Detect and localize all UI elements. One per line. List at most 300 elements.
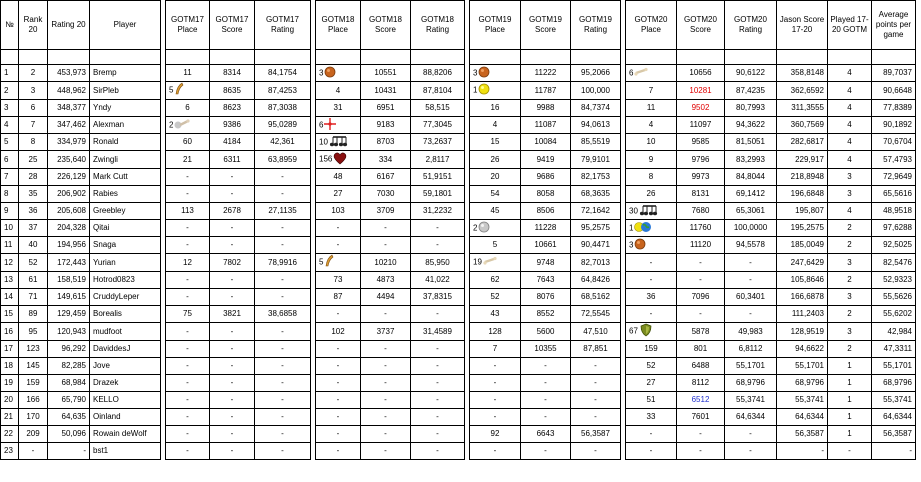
gotm18-score: -	[361, 358, 411, 375]
gotm20-score: 9585	[677, 134, 725, 151]
gotm17-score: -	[210, 323, 255, 341]
gotm18-place	[316, 117, 361, 134]
player-name: SirPleb	[90, 82, 161, 100]
empty-cell	[626, 50, 677, 65]
average-points: 55,5626	[872, 289, 916, 306]
played-count: 4	[828, 117, 872, 134]
row-number: 6	[1, 151, 19, 169]
gotm17-score: -	[210, 289, 255, 306]
gotm20-score: -	[677, 254, 725, 272]
gotm17-rating: -	[255, 426, 311, 443]
jason-score: 282,6817	[777, 134, 828, 151]
gotm19-place: 15	[470, 134, 521, 151]
gotm17-rating: 84,1754	[255, 65, 311, 82]
gotm18-place: -	[316, 409, 361, 426]
table-row	[1, 169, 916, 186]
gotm18-place: -	[316, 237, 361, 254]
table-row	[1, 117, 916, 134]
place-number: 6	[319, 120, 324, 129]
rank-cell: 209	[19, 426, 48, 443]
gotm17-rating: 87,4253	[255, 82, 311, 100]
rating-cell: 65,790	[48, 392, 90, 409]
gotm18-score: -	[361, 443, 411, 460]
row-number: 5	[1, 134, 19, 151]
gotm20-place: -	[626, 426, 677, 443]
gotm17-place: -	[166, 375, 210, 392]
player-name: Bremp	[90, 65, 161, 82]
gotm20-rating: 94,5578	[725, 237, 777, 254]
gotm20-place: 51	[626, 392, 677, 409]
rank-cell: 40	[19, 237, 48, 254]
player-name: CruddyLeper	[90, 289, 161, 306]
table-row	[1, 323, 916, 341]
gotm17-place: -	[166, 169, 210, 186]
gotm18-place: -	[316, 220, 361, 237]
gotm17-rating: 95,0289	[255, 117, 311, 134]
player-name: Ronald	[90, 134, 161, 151]
gotm20-score: 7096	[677, 289, 725, 306]
gotm19-place: -	[470, 375, 521, 392]
gotm19-score: -	[521, 375, 571, 392]
gotm19-rating: -	[571, 443, 621, 460]
gotm20-rating: 55,1701	[725, 358, 777, 375]
gotm20-rating: -	[725, 426, 777, 443]
gotm20-rating: 49,983	[725, 323, 777, 341]
gotm17-place	[166, 117, 210, 134]
place-number: 5	[319, 257, 324, 267]
gotm19-place: 16	[470, 100, 521, 117]
row-number: 4	[1, 117, 19, 134]
average-points: 57,4793	[872, 151, 916, 169]
rating-cell: 50,096	[48, 426, 90, 443]
rank-cell: 52	[19, 254, 48, 272]
row-number: 9	[1, 203, 19, 220]
spacer-row	[1, 50, 916, 65]
row-number: 22	[1, 426, 19, 443]
jason-score: 247,6429	[777, 254, 828, 272]
gotm18-score: 334	[361, 151, 411, 169]
table-row	[1, 306, 916, 323]
gotm19-score: 11087	[521, 117, 571, 134]
jason-score: 196,6848	[777, 186, 828, 203]
gotm18-score: -	[361, 306, 411, 323]
played-count: 4	[828, 203, 872, 220]
gotm17-rating: -	[255, 186, 311, 203]
gotm19-rating: 95,2066	[571, 65, 621, 82]
gotm17-place: -	[166, 220, 210, 237]
gotm18-rating: 41,022	[411, 272, 465, 289]
gotm20-score: 6512	[677, 392, 725, 409]
empty-cell	[48, 50, 90, 65]
gotm17-score: 8635	[210, 82, 255, 100]
gotm17-score: 7802	[210, 254, 255, 272]
rating-cell: 129,459	[48, 306, 90, 323]
table-row	[1, 203, 916, 220]
gotm17-place: 75	[166, 306, 210, 323]
gotm19-place: 45	[470, 203, 521, 220]
gold-globe-icon	[634, 221, 652, 236]
row-number: 18	[1, 358, 19, 375]
place-number: 3	[473, 68, 478, 77]
gotm17-place: -	[166, 409, 210, 426]
gotm20-rating: 83,2993	[725, 151, 777, 169]
played-count: 3	[828, 186, 872, 203]
rank-cell: 37	[19, 220, 48, 237]
jason-score: 360,7569	[777, 117, 828, 134]
gotm17-rating: -	[255, 272, 311, 289]
gotm20-place: 8	[626, 169, 677, 186]
row-number: 11	[1, 237, 19, 254]
rating-cell: 158,519	[48, 272, 90, 289]
silver-bone-icon	[174, 118, 190, 133]
header-gotm19-place: GOTM19 Place	[470, 1, 521, 50]
jason-score: 166,6878	[777, 289, 828, 306]
gotm19-place: 26	[470, 151, 521, 169]
gotm18-place	[316, 254, 361, 272]
played-count: -	[828, 443, 872, 460]
jason-score: 68,9796	[777, 375, 828, 392]
table-row	[1, 392, 916, 409]
gotm20-score: 8131	[677, 186, 725, 203]
average-points: 92,5025	[872, 237, 916, 254]
rank-cell: 166	[19, 392, 48, 409]
empty-cell	[521, 50, 571, 65]
gotm18-place: 4	[316, 82, 361, 100]
gotm18-place: 102	[316, 323, 361, 341]
gotm20-place: 11	[626, 100, 677, 117]
gotm20-score: -	[677, 306, 725, 323]
gotm19-score: 11222	[521, 65, 571, 82]
gotm20-rating: 87,4235	[725, 82, 777, 100]
rank-cell: 61	[19, 272, 48, 289]
gotm19-rating: 47,510	[571, 323, 621, 341]
gotm18-place	[316, 151, 361, 169]
header-jason-score: Jason Score 17-20	[777, 1, 828, 50]
empty-cell	[1, 50, 19, 65]
gotm17-place: -	[166, 272, 210, 289]
bronze-ball-icon	[324, 66, 336, 81]
heart-icon	[333, 151, 347, 168]
jason-score: 195,2575	[777, 220, 828, 237]
gotm19-place: -	[470, 358, 521, 375]
gotm17-place: 60	[166, 134, 210, 151]
gotm20-rating: -	[725, 254, 777, 272]
gotm17-rating: -	[255, 375, 311, 392]
gotm18-rating: -	[411, 392, 465, 409]
gotm20-rating: 65,3061	[725, 203, 777, 220]
gotm17-score: -	[210, 358, 255, 375]
header-gotm17-score: GOTM17 Score	[210, 1, 255, 50]
gotm18-place: 48	[316, 169, 361, 186]
gotm20-score: 8112	[677, 375, 725, 392]
gotm17-rating: 78,9916	[255, 254, 311, 272]
gotm19-place: 20	[470, 169, 521, 186]
table-row	[1, 254, 916, 272]
gotm19-score: -	[521, 443, 571, 460]
gotm20-place: 33	[626, 409, 677, 426]
place-number: 2	[473, 223, 478, 232]
played-count: 2	[828, 341, 872, 358]
jason-score: 229,917	[777, 151, 828, 169]
empty-cell	[677, 50, 725, 65]
jason-score: 64,6344	[777, 409, 828, 426]
player-name: bst1	[90, 443, 161, 460]
gotm18-rating: 87,8104	[411, 82, 465, 100]
average-points: 55,3741	[872, 392, 916, 409]
gotm18-place: -	[316, 392, 361, 409]
silver-ball-icon	[478, 221, 490, 236]
gotm19-place	[470, 254, 521, 272]
place-number: 6	[629, 68, 634, 77]
rating-cell: 194,956	[48, 237, 90, 254]
horn-icon	[324, 254, 334, 271]
gotm18-score: -	[361, 426, 411, 443]
jason-score: 94,6622	[777, 341, 828, 358]
place-number: 3	[319, 68, 324, 77]
gotm19-place: 4	[470, 117, 521, 134]
gotm20-rating: 81,5051	[725, 134, 777, 151]
rating-cell: 149,615	[48, 289, 90, 306]
gotm17-score: -	[210, 375, 255, 392]
gotm20-score: 11120	[677, 237, 725, 254]
played-count: 1	[828, 358, 872, 375]
empty-cell	[90, 50, 161, 65]
place-number: 19	[473, 257, 482, 267]
gotm18-score: 8703	[361, 134, 411, 151]
gotm19-rating: 72,1642	[571, 203, 621, 220]
average-points: 70,6704	[872, 134, 916, 151]
gotm17-score: -	[210, 220, 255, 237]
gotm18-place: -	[316, 358, 361, 375]
rating-cell: 448,962	[48, 82, 90, 100]
gotm20-score: 10281	[677, 82, 725, 100]
rating-cell: 172,443	[48, 254, 90, 272]
rating-cell: 64,635	[48, 409, 90, 426]
rating-cell: 120,943	[48, 323, 90, 341]
gotm19-rating: 64,8426	[571, 272, 621, 289]
gotm18-score: -	[361, 237, 411, 254]
place-number: 156	[319, 154, 333, 164]
header-played: Played 17-20 GOTM	[828, 1, 872, 50]
gotm17-rating: 63,8959	[255, 151, 311, 169]
empty-cell	[255, 50, 311, 65]
empty-cell	[166, 50, 210, 65]
crosshair-icon	[324, 118, 336, 133]
gotm19-rating: 82,7013	[571, 254, 621, 272]
gotm19-score: 5600	[521, 323, 571, 341]
gotm17-rating: -	[255, 358, 311, 375]
table-row	[1, 220, 916, 237]
empty-cell	[828, 50, 872, 65]
rank-cell: 170	[19, 409, 48, 426]
gotm19-rating: 72,5545	[571, 306, 621, 323]
rank-cell: 35	[19, 186, 48, 203]
gotm17-score: 4184	[210, 134, 255, 151]
gotm20-score: -	[677, 426, 725, 443]
gotm17-place: -	[166, 358, 210, 375]
gotm20-place: 9	[626, 151, 677, 169]
gotm20-score: 5878	[677, 323, 725, 341]
gotm19-place: -	[470, 409, 521, 426]
music-notes-icon	[639, 204, 659, 219]
played-count: 4	[828, 134, 872, 151]
place-number: 2	[169, 120, 174, 129]
gotm18-score: -	[361, 392, 411, 409]
rating-cell: 347,462	[48, 117, 90, 134]
played-count: 2	[828, 237, 872, 254]
gotm19-rating: 85,5519	[571, 134, 621, 151]
table-row	[1, 375, 916, 392]
average-points: 65,5616	[872, 186, 916, 203]
gotm18-score: 10210	[361, 254, 411, 272]
gotm17-place: -	[166, 237, 210, 254]
horn-icon	[174, 82, 184, 99]
played-count: 1	[828, 409, 872, 426]
gotm17-rating: 87,3038	[255, 100, 311, 117]
jason-score: 358,8148	[777, 65, 828, 82]
player-name: Greebley	[90, 203, 161, 220]
row-number: 8	[1, 186, 19, 203]
average-points: 68,9796	[872, 375, 916, 392]
gotm17-score: 3821	[210, 306, 255, 323]
average-points: 89,7037	[872, 65, 916, 82]
gotm19-rating: 56,3587	[571, 426, 621, 443]
gotm18-rating: -	[411, 375, 465, 392]
header-rank: Rank 20	[19, 1, 48, 50]
table-row	[1, 151, 916, 169]
average-points: 77,8389	[872, 100, 916, 117]
gotm19-place: 128	[470, 323, 521, 341]
gotm17-score: -	[210, 272, 255, 289]
row-number: 15	[1, 306, 19, 323]
player-name: Oinland	[90, 409, 161, 426]
gotm18-rating: -	[411, 306, 465, 323]
gotm19-rating: 68,5162	[571, 289, 621, 306]
header-gotm18-place: GOTM18 Place	[316, 1, 361, 50]
gotm20-score: -	[677, 272, 725, 289]
gotm20-place: 26	[626, 186, 677, 203]
player-name: KELLO	[90, 392, 161, 409]
played-count: 2	[828, 220, 872, 237]
table-row	[1, 341, 916, 358]
gotm20-rating: 6,8112	[725, 341, 777, 358]
gotm17-rating: -	[255, 409, 311, 426]
gotm18-score: 4873	[361, 272, 411, 289]
header-rating: Rating 20	[48, 1, 90, 50]
rating-cell: 453,973	[48, 65, 90, 82]
gotm17-rating: 27,1135	[255, 203, 311, 220]
rating-cell: 235,640	[48, 151, 90, 169]
row-number: 13	[1, 272, 19, 289]
gotm18-rating: 2,8117	[411, 151, 465, 169]
played-count: 2	[828, 306, 872, 323]
gotm17-score: -	[210, 169, 255, 186]
rating-cell: 226,129	[48, 169, 90, 186]
gotm18-rating: 73,2637	[411, 134, 465, 151]
rating-cell: 348,377	[48, 100, 90, 117]
gotm17-rating: -	[255, 392, 311, 409]
jason-score: 105,8646	[777, 272, 828, 289]
gotm19-score: -	[521, 409, 571, 426]
row-number: 2	[1, 82, 19, 100]
gotm20-rating: -	[725, 443, 777, 460]
gotm20-rating: -	[725, 272, 777, 289]
gotm20-rating: 90,6122	[725, 65, 777, 82]
empty-cell	[316, 50, 361, 65]
gotm18-place: 27	[316, 186, 361, 203]
gotm20-place: 159	[626, 341, 677, 358]
gotm20-place	[626, 323, 677, 341]
table-row	[1, 426, 916, 443]
gotm18-place: 31	[316, 100, 361, 117]
header-gotm17-rating: GOTM17 Rating	[255, 1, 311, 50]
gotm20-rating: 64,6344	[725, 409, 777, 426]
row-number: 1	[1, 65, 19, 82]
bronze-ball-icon	[478, 66, 490, 81]
gotm19-rating: 79,9101	[571, 151, 621, 169]
gotm19-score: -	[521, 358, 571, 375]
rating-cell: 68,984	[48, 375, 90, 392]
gotm18-score: 7030	[361, 186, 411, 203]
gotm20-place: -	[626, 443, 677, 460]
gotm19-rating: 87,851	[571, 341, 621, 358]
gotm18-place: -	[316, 341, 361, 358]
player-name: Qitai	[90, 220, 161, 237]
rank-cell: 71	[19, 289, 48, 306]
gotm19-place: 52	[470, 289, 521, 306]
gotm17-place: 6	[166, 100, 210, 117]
gotm20-place: -	[626, 272, 677, 289]
gotm18-place	[316, 65, 361, 82]
gotm18-rating: -	[411, 426, 465, 443]
table-row	[1, 134, 916, 151]
gotm17-score: 2678	[210, 203, 255, 220]
gotm19-score: 9748	[521, 254, 571, 272]
place-number: 5	[169, 85, 174, 95]
bone-icon	[634, 67, 648, 80]
gotm17-place: -	[166, 341, 210, 358]
empty-cell	[571, 50, 621, 65]
gotm20-score: 9502	[677, 100, 725, 117]
jason-score: 185,0049	[777, 237, 828, 254]
gotm17-score: -	[210, 186, 255, 203]
table-row	[1, 272, 916, 289]
gotm19-place: 7	[470, 341, 521, 358]
gotm18-score: 3737	[361, 323, 411, 341]
jason-score: -	[777, 443, 828, 460]
gotm18-score: -	[361, 220, 411, 237]
gotm18-rating: -	[411, 220, 465, 237]
row-number: 12	[1, 254, 19, 272]
row-number: 20	[1, 392, 19, 409]
gotm18-rating: -	[411, 341, 465, 358]
table-row	[1, 65, 916, 82]
gotm18-place: 103	[316, 203, 361, 220]
empty-cell	[777, 50, 828, 65]
gotm18-score: 6951	[361, 100, 411, 117]
gotm17-rating: -	[255, 341, 311, 358]
gotm20-score: 9796	[677, 151, 725, 169]
player-name: Zwingli	[90, 151, 161, 169]
empty-cell	[210, 50, 255, 65]
row-number: 10	[1, 220, 19, 237]
gotm19-place: 92	[470, 426, 521, 443]
gotm17-place: -	[166, 443, 210, 460]
gotm17-rating: -	[255, 323, 311, 341]
gotm17-place: -	[166, 323, 210, 341]
gotm17-score: -	[210, 237, 255, 254]
gotm19-rating: -	[571, 375, 621, 392]
